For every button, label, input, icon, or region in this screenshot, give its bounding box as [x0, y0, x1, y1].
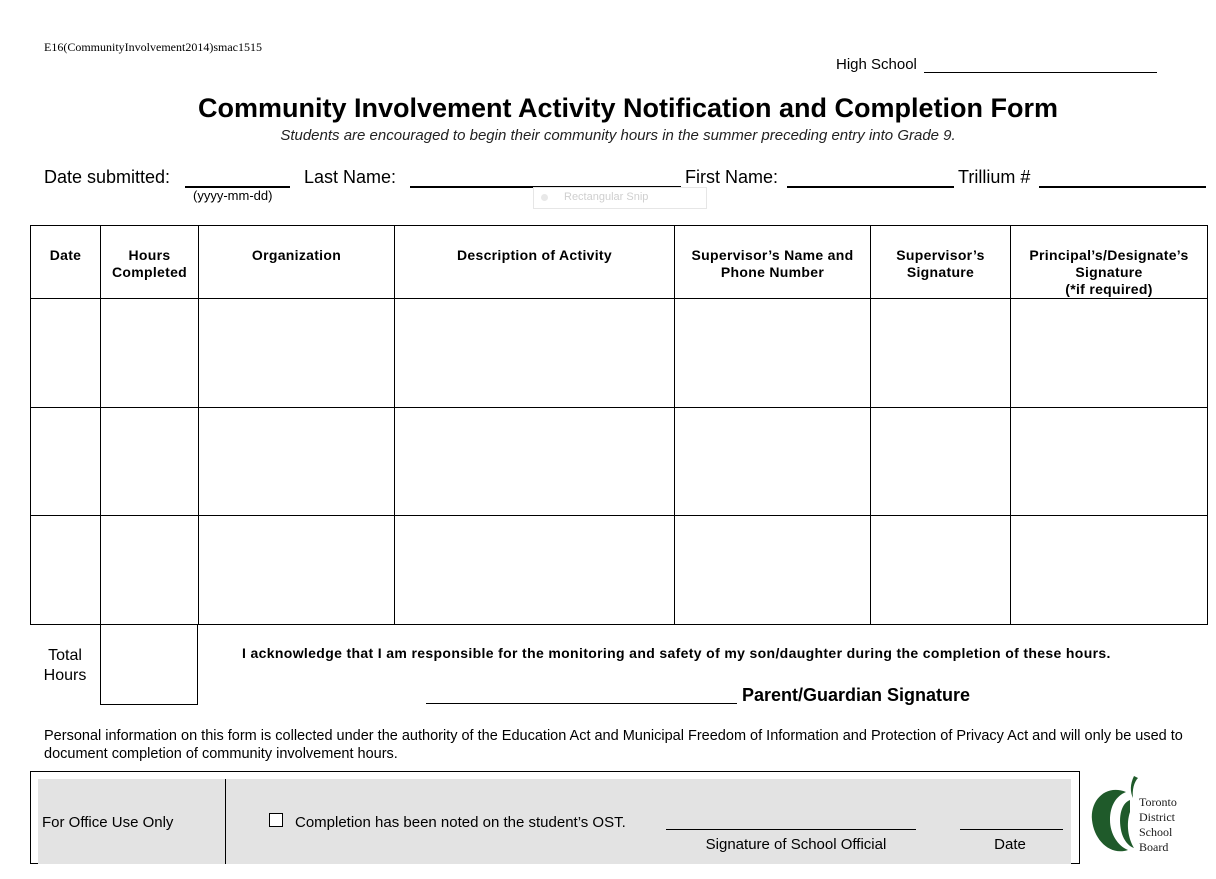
privacy-notice: Personal information on this form is collected under the authority of the Education Act and Municipal Freedom of Information and Protection of Privacy Act and will only be used to document completion of community involvement hours.	[44, 728, 1183, 762]
cell-principal-signature[interactable]	[1011, 407, 1208, 516]
school-official-signature-line[interactable]	[666, 829, 916, 830]
header-principal-signature: Principal’s/Designate’s Signature (*if required)	[1011, 226, 1208, 299]
last-name-label: Last Name:	[304, 167, 397, 187]
total-hours-label: Total Hours	[43, 647, 87, 684]
total-hours-box[interactable]	[100, 625, 198, 705]
header-date: Date	[31, 226, 101, 299]
snip-label: Rectangular Snip	[564, 191, 649, 203]
cell-date[interactable]	[31, 407, 101, 516]
parent-signature-label: Parent/Guardian Signature	[742, 685, 971, 705]
cell-description[interactable]	[395, 299, 675, 408]
cell-principal-signature[interactable]	[1011, 299, 1208, 408]
high-school-label: High School	[836, 56, 917, 73]
table-row	[31, 407, 1208, 516]
header-description: Description of Activity	[395, 226, 675, 299]
snip-icon	[541, 194, 548, 201]
cell-hours[interactable]	[101, 299, 199, 408]
activity-table	[30, 225, 1208, 625]
office-date-line[interactable]	[960, 829, 1063, 830]
first-name-line[interactable]	[787, 186, 954, 188]
header-organization: Organization	[199, 226, 395, 299]
rectangular-snip-overlay	[533, 187, 707, 209]
office-use-divider	[225, 779, 226, 864]
cell-supervisor-name[interactable]	[675, 407, 871, 516]
header-supervisor-name: Supervisor’s Name and Phone Number	[675, 226, 871, 299]
table-header-row	[31, 226, 1208, 299]
date-format-hint: (yyyy-mm-dd)	[193, 188, 273, 203]
office-date-label: Date	[994, 836, 1026, 853]
cell-description[interactable]	[395, 516, 675, 625]
office-use-label: For Office Use Only	[42, 814, 174, 831]
table-row	[31, 299, 1208, 408]
cell-organization[interactable]	[199, 299, 395, 408]
date-submitted-label: Date submitted:	[44, 167, 171, 187]
cell-supervisor-signature[interactable]	[871, 516, 1011, 625]
ost-completion-label: Completion has been noted on the student’s OST.	[295, 814, 626, 831]
ost-completion-checkbox[interactable]	[269, 813, 283, 827]
tdsb-logo-text: Toronto District School Board	[1139, 795, 1177, 854]
high-school-line[interactable]	[924, 72, 1157, 73]
cell-date[interactable]	[31, 299, 101, 408]
form-code: E16(CommunityInvolvement2014)smac1515	[44, 40, 262, 54]
cell-organization[interactable]	[199, 407, 395, 516]
cell-hours[interactable]	[101, 407, 199, 516]
parent-signature-line[interactable]	[426, 703, 737, 704]
first-name-label: First Name:	[685, 167, 779, 187]
header-supervisor-signature: Supervisor’s Signature	[871, 226, 1011, 299]
form-subtitle: Students are encouraged to begin their community hours in the summer preceding entry into Grade 9.	[280, 127, 956, 144]
cell-organization[interactable]	[199, 516, 395, 625]
form-title: Community Involvement Activity Notification and Completion Form	[197, 93, 1059, 123]
trillium-label: Trillium #	[958, 167, 1031, 187]
cell-description[interactable]	[395, 407, 675, 516]
trillium-line[interactable]	[1039, 186, 1206, 188]
cell-supervisor-signature[interactable]	[871, 407, 1011, 516]
school-official-signature-label: Signature of School Official	[705, 836, 887, 853]
cell-hours[interactable]	[101, 516, 199, 625]
acknowledgement-text: I acknowledge that I am responsible for the monitoring and safety of my son/daughter during the completion of these hours.	[242, 645, 1111, 661]
cell-supervisor-signature[interactable]	[871, 299, 1011, 408]
cell-supervisor-name[interactable]	[675, 299, 871, 408]
cell-date[interactable]	[31, 516, 101, 625]
cell-principal-signature[interactable]	[1011, 516, 1208, 625]
header-hours-completed: Hours Completed	[101, 226, 199, 299]
table-row	[31, 516, 1208, 625]
cell-supervisor-name[interactable]	[675, 516, 871, 625]
